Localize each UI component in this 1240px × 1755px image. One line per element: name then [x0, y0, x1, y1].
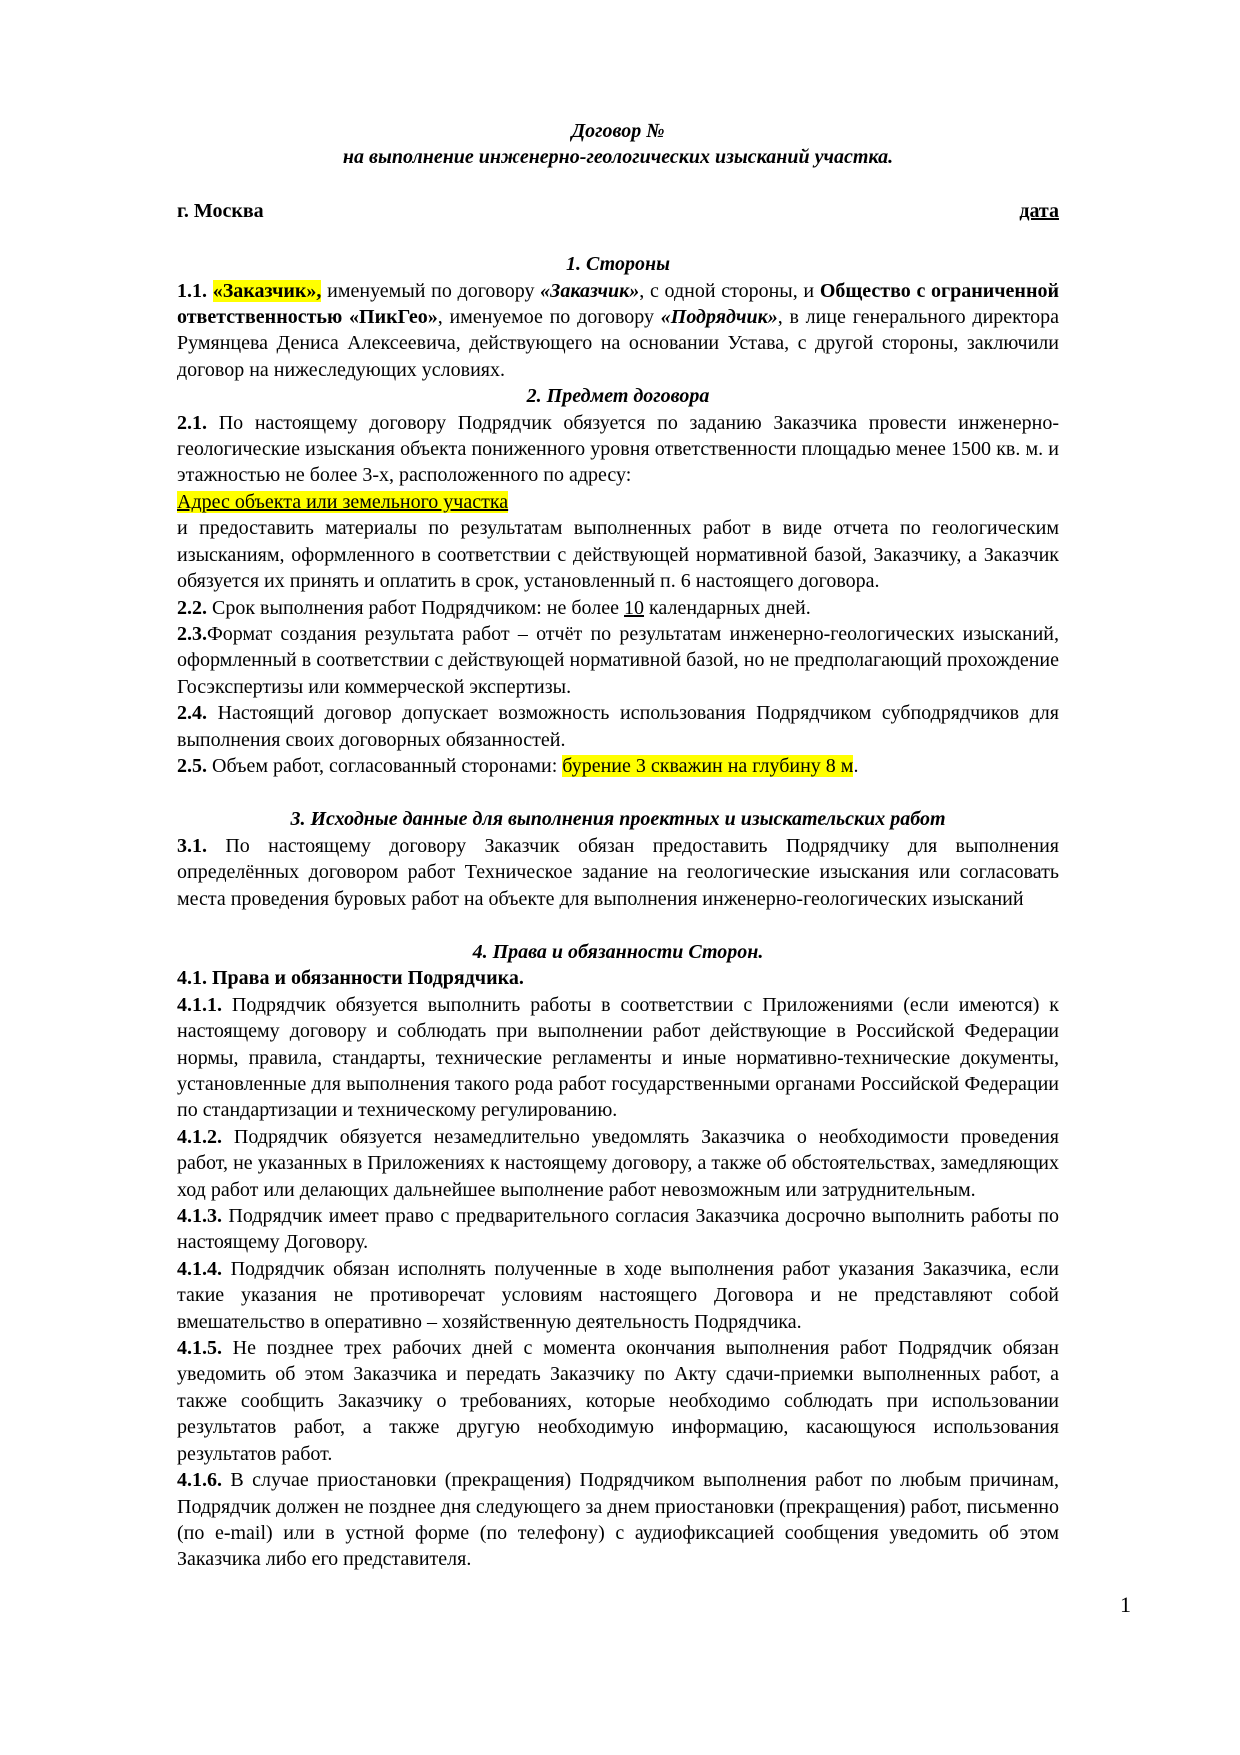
clause-2-3: 2.3.Формат создания результата работ – отчёт по результатам инженерно-геологических изысканий, оформленный в соответствии с действующей нормативной базой, но не предполагающий прохождение Госэкспертизы или коммерческой экспертизы. — [177, 622, 1059, 698]
page-number: 1 — [1120, 1592, 1131, 1617]
city-date-row — [177, 198, 1059, 224]
section-1-heading: 1. Стороны — [566, 253, 670, 276]
date-placeholder: дата — [1019, 199, 1059, 222]
clause-4-1-3: 4.1.3. Подрядчик имеет право с предварительного согласия Заказчика досрочно выполнить работы по настоящему Договору. — [177, 1205, 1059, 1254]
address-placeholder: Адрес объекта или земельного участка — [177, 490, 509, 513]
clause-4-1-1: 4.1.1. Подрядчик обязуется выполнить работы в соответствии с Приложениями (если имеются) к настоящему договору и соблюдать при выполнении работ действующие в Российской Федерации нормы, правила, стандарты, технические регламенты и иные нормативно-технические документы, установленные для выполнения такого рода работ государственными органами Российской Федерации по стандартизации и техническому регулированию. — [177, 993, 1059, 1122]
clause-4-1-2: 4.1.2. Подрядчик обязуется незамедлительно уведомлять Заказчика о необходимости проведения работ, не указанных в Приложениях к настоящему договору, а также об обстоятельствах, замедляющих ход работ или делающих дальнейшее выполнение работ невозможным или затруднительным. — [177, 1125, 1059, 1201]
clause-3-1: 3.1. По настоящему договору Заказчик обязан предоставить Подрядчику для выполнения определённых договором работ Техническое задание на геологические изыскания или согласовать места проведения буровых работ на объекте для выполнения инженерно-геологических изысканий — [177, 834, 1059, 910]
clause-2-2: 2.2. Срок выполнения работ Подрядчиком: не более 10 календарных дней. — [177, 596, 811, 619]
clause-2-1-continued: и предоставить материалы по результатам выполненных работ в виде отчета по геологическим изысканиям, оформленного в соответствии с действующей нормативной базой, Заказчику, а Заказчик обязуется их принять и оплатить в срок, установленный п. 6 настоящего договора. — [177, 517, 1059, 593]
customer-highlight: «Заказчик», — [212, 279, 322, 302]
clause-4-1-5: 4.1.5. Не позднее трех рабочих дней с момента окончания выполнения работ Подрядчик обязан уведомить об этом Заказчика и передать Заказчику по Акту сдачи-приемки выполненных работ, а также сообщить Заказчику о требованиях, которые необходимо соблюдать при использовании результатов работ, а также другую необходимую информацию, касающуюся использования результатов работ. — [177, 1337, 1059, 1465]
section-4-heading: 4. Права и обязанности Сторон. — [472, 940, 764, 963]
section-3-heading: 3. Исходные данные для выполнения проектных и изыскательских работ — [290, 808, 946, 831]
clause-2-5: 2.5. Объем работ, согласованный сторонами: бурение 3 скважин на глубину 8 м. — [177, 754, 859, 777]
document-body — [177, 118, 1059, 1573]
company-name: Общество с ограниченной ответственностью «ПикГео» — [177, 279, 1059, 329]
clause-4-1-4: 4.1.4. Подрядчик обязан исполнять полученные в ходе выполнения работ указания Заказчика, если такие указания не противоречат условиям настоящего Договора и не представляют собой вмешательство в оперативно – хозяйственную деятельность Подрядчика. — [177, 1257, 1059, 1333]
contract-subtitle: на выполнение инженерно-геологических изысканий участка. — [342, 146, 894, 169]
city: г. Москва — [177, 199, 264, 222]
contract-title: Договор № — [571, 120, 665, 142]
clause-1-1: 1.1. «Заказчик», именуемый по договору «Заказчик», с одной стороны, и Общество с ограниченной ответственностью «ПикГео», именуемое по договору «Подрядчик», в лице генерального директора Румянцева Дениса Алексеевича, действующего на основании Устава, с другой стороны, заключили договор на нижеследующих условиях. — [177, 279, 1059, 381]
subsection-4-1: 4.1. Права и обязанности Подрядчика. — [177, 967, 524, 990]
clause-2-1: 2.1. По настоящему договору Подрядчик обязуется по заданию Заказчика провести инженерно-геологические изыскания объекта пониженного уровня ответственности площадью менее 1500 кв. м. и этажностью не более 3-х, расположенного по адресу: — [177, 411, 1059, 487]
section-2-heading: 2. Предмет договора — [526, 385, 710, 408]
work-volume-highlight: бурение 3 скважин на глубину 8 м — [562, 754, 854, 777]
clause-4-1-6: 4.1.6. В случае приостановки (прекращения) Подрядчиком выполнения работ по любым причинам, Подрядчик должен не позднее дня следующего за днем приостановки (прекращения) работ, письменно (по e-mail) или в устной форме (по телефону) с аудиофиксацией сообщения уведомить об этом Заказчика либо его представителя. — [177, 1469, 1059, 1571]
clause-2-4: 2.4. Настоящий договор допускает возможность использования Подрядчиком субподрядчиков для выполнения своих договорных обязанностей. — [177, 702, 1059, 751]
